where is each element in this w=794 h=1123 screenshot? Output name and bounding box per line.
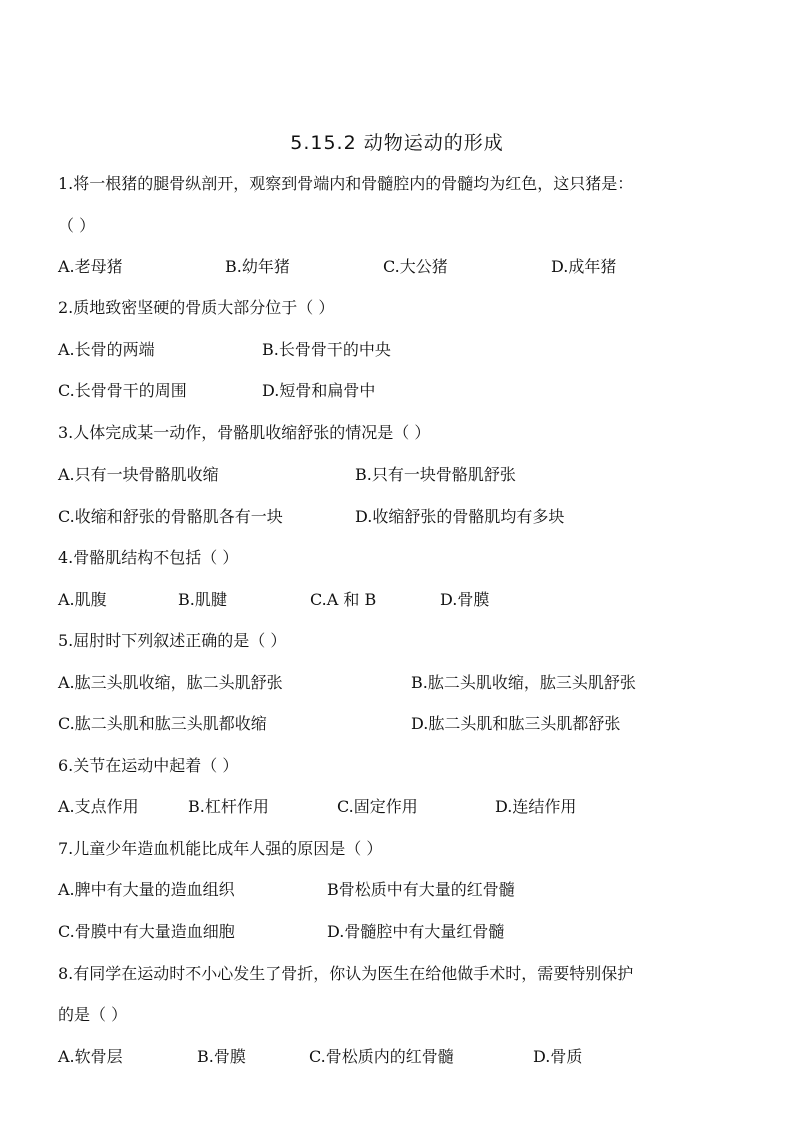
question-4-stem: 4.骨骼肌结构不包括（ ） bbox=[58, 548, 239, 567]
question-4-option-b: B.肌腱 bbox=[178, 590, 227, 609]
question-1-stem-continued: （ ） bbox=[58, 216, 96, 235]
question-3-option-c: C.收缩和舒张的骨骼肌各有一块 bbox=[58, 507, 283, 526]
question-2-stem: 2.质地致密坚硬的骨质大部分位于（ ） bbox=[58, 298, 335, 317]
question-2-option-a: A.长骨的两端 bbox=[58, 340, 155, 359]
question-6-stem: 6.关节在运动中起着（ ） bbox=[58, 756, 239, 775]
question-7-option-b: B骨松质中有大量的红骨髓 bbox=[327, 880, 515, 899]
question-1-option-b: B.幼年猪 bbox=[225, 257, 290, 276]
question-5-stem: 5.屈肘时下列叙述正确的是（ ） bbox=[58, 631, 287, 650]
question-2-option-c: C.长骨骨干的周围 bbox=[58, 381, 187, 400]
question-1-option-d: D.成年猪 bbox=[551, 257, 617, 276]
page-title: 5.15.2 动物运动的形成 bbox=[290, 132, 504, 154]
question-3-option-b: B.只有一块骨骼肌舒张 bbox=[355, 465, 516, 484]
question-8-option-c: C.骨松质内的红骨髓 bbox=[309, 1047, 454, 1066]
question-5-option-d: D.肱二头肌和肱三头肌都舒张 bbox=[411, 714, 621, 733]
question-1-option-c: C.大公猪 bbox=[383, 257, 448, 276]
question-1-option-a: A.老母猪 bbox=[58, 257, 123, 276]
question-8-stem: 8.有同学在运动时不小心发生了骨折，你认为医生在给他做手术时，需要特别保护 bbox=[58, 964, 634, 983]
question-4-option-d: D.骨膜 bbox=[440, 590, 490, 609]
question-7-option-d: D.骨髓腔中有大量红骨髓 bbox=[327, 922, 505, 941]
question-5-option-b: B.肱二头肌收缩，肱三头肌舒张 bbox=[411, 673, 636, 692]
question-7-option-a: A.脾中有大量的造血组织 bbox=[58, 880, 235, 899]
question-6-option-a: A.支点作用 bbox=[58, 797, 139, 816]
question-4-option-c: C.A 和 B bbox=[310, 590, 377, 609]
question-3-stem: 3.人体完成某一动作，骨骼肌收缩舒张的情况是（ ） bbox=[58, 423, 431, 442]
question-6-option-b: B.杠杆作用 bbox=[188, 797, 269, 816]
question-7-option-c: C.骨膜中有大量造血细胞 bbox=[58, 922, 235, 941]
question-8-option-b: B.骨膜 bbox=[197, 1047, 246, 1066]
question-2-option-b: B.长骨骨干的中央 bbox=[262, 340, 391, 359]
question-5-option-a: A.肱三头肌收缩，肱二头肌舒张 bbox=[58, 673, 283, 692]
question-3-option-d: D.收缩舒张的骨骼肌均有多块 bbox=[355, 507, 565, 526]
question-8-stem-continued: 的是（ ） bbox=[58, 1005, 128, 1024]
question-1-stem: 1.将一根猪的腿骨纵剖开，观察到骨端内和骨髓腔内的骨髓均为红色，这只猪是： bbox=[58, 174, 634, 193]
question-6-option-d: D.连结作用 bbox=[495, 797, 577, 816]
question-6-option-c: C.固定作用 bbox=[337, 797, 418, 816]
question-3-option-a: A.只有一块骨骼肌收缩 bbox=[58, 465, 219, 484]
question-8-option-a: A.软骨层 bbox=[58, 1047, 123, 1066]
question-8-option-d: D.骨质 bbox=[533, 1047, 583, 1066]
question-2-option-d: D.短骨和扁骨中 bbox=[262, 381, 376, 400]
question-5-option-c: C.肱二头肌和肱三头肌都收缩 bbox=[58, 714, 267, 733]
question-7-stem: 7.儿童少年造血机能比成年人强的原因是（ ） bbox=[58, 839, 383, 858]
question-4-option-a: A.肌腹 bbox=[58, 590, 107, 609]
